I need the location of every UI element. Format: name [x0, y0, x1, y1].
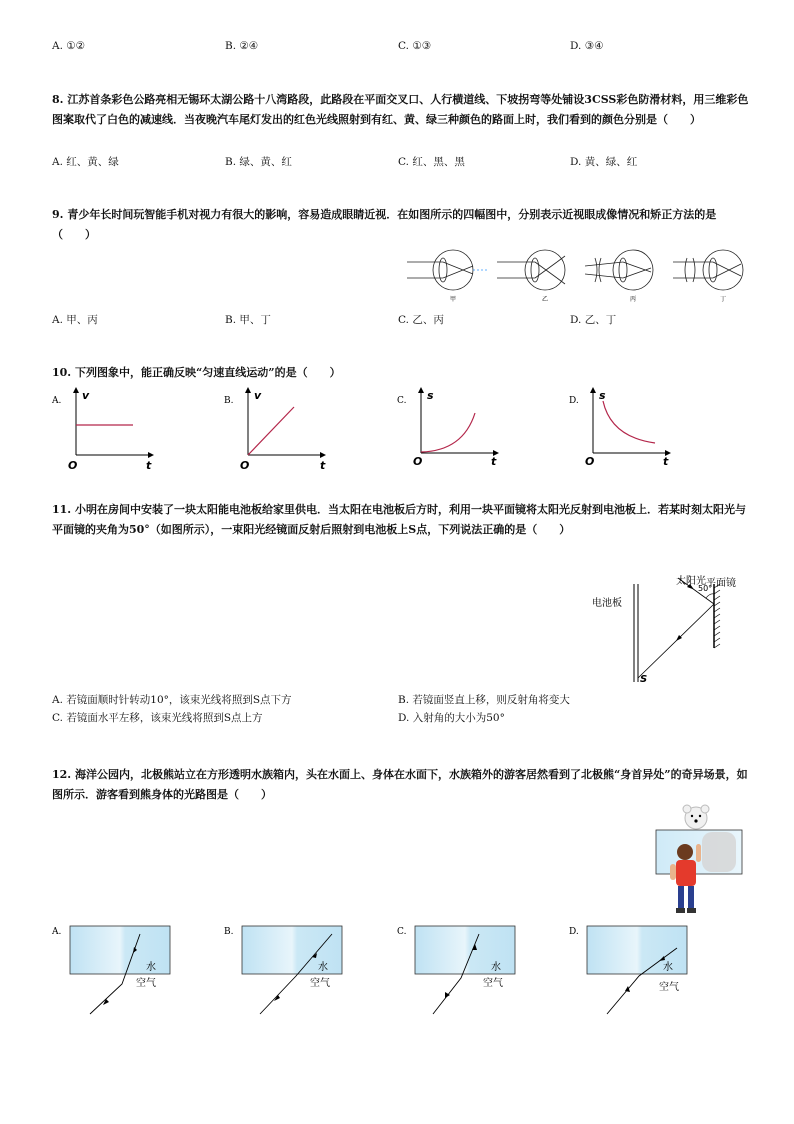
point-s-label: S — [640, 674, 648, 685]
graph-c-curve — [421, 413, 475, 452]
q7-option-d[interactable]: D. ③④ — [570, 40, 604, 52]
graph-c-y-label: s — [427, 389, 434, 402]
q10-text: 10. 下列图象中，能正确反映“匀速直线运动”的是（ ） — [52, 366, 341, 379]
q12-text: 12. 海洋公园内，北极熊站立在方形透明水族箱内，头在水面上、身体在水面下，水族箱外的游客居然看到了北极熊“身首异处”的奇异场景，如图所示．游客看到熊身体的光路图是（ ） — [52, 768, 748, 801]
q8-option-a[interactable]: A. 红、黄、绿 — [52, 156, 119, 168]
graph-c-origin: O — [413, 455, 423, 468]
q8-option-d[interactable]: D. 黄、绿、红 — [570, 156, 638, 168]
graph-d-letter: D. — [569, 396, 579, 406]
q11-option-b[interactable]: B. 若镜面竖直上移，则反射角将变大 — [398, 694, 570, 706]
graph-d-x-label: t — [663, 455, 669, 468]
graph-b-y-label: v — [254, 389, 262, 402]
q10-graph-a[interactable] — [50, 385, 170, 470]
q7-option-a[interactable]: A. ①② — [52, 40, 86, 52]
eye-diagram-jia — [407, 250, 487, 290]
q12-option-c-diagram[interactable] — [395, 920, 535, 1020]
option-c-air: 空气 — [483, 978, 503, 989]
q8-option-c[interactable]: C. 红、黑、黑 — [398, 156, 465, 168]
graph-a-letter: A. — [52, 396, 62, 406]
option-d-air: 空气 — [659, 982, 679, 993]
option-c-letter: C. — [397, 927, 407, 937]
q9-option-b[interactable]: B. 甲、丁 — [225, 314, 271, 326]
q8-option-b[interactable]: B. 绿、黄、红 — [225, 156, 292, 168]
q8-text: 8. 江苏首条彩色公路亮相无锡环太湖公路十八湾路段，此路段在平面交叉口、人行横道线、下坡拐弯等处铺设3CSS彩色防滑材料，用三维彩色图案取代了白色的减速线．当夜晚汽车尾灯发出的红色光线照射到有红、黄、绿三种颜色的路面上时，我们看到的颜色分别是（ ） — [52, 93, 749, 126]
graph-a-x-label: t — [146, 459, 152, 470]
graph-d-origin: O — [585, 455, 595, 468]
label-yi: 乙 — [541, 296, 549, 303]
q12-option-d-diagram[interactable] — [567, 920, 707, 1020]
angle-label: 50° — [698, 584, 713, 593]
graph-b-curve — [248, 407, 294, 455]
q9-eye-figure — [405, 248, 750, 306]
q11-option-d[interactable]: D. 入射角的大小为50° — [398, 712, 505, 724]
q9-option-c[interactable]: C. 乙、丙 — [398, 314, 444, 326]
option-b-water: 水 — [318, 962, 328, 973]
graph-b-letter: B. — [224, 396, 234, 406]
label-jia: 甲 — [449, 296, 457, 303]
mirror-label: 平面镜 — [706, 578, 736, 589]
q7-option-b[interactable]: B. ②④ — [225, 40, 259, 52]
graph-b-origin: O — [240, 459, 250, 470]
q12-option-a-diagram[interactable] — [50, 920, 190, 1020]
option-a-letter: A. — [52, 927, 62, 937]
graph-d-y-label: s — [599, 389, 606, 402]
q7-option-c[interactable]: C. ①③ — [398, 40, 432, 52]
q11-option-c[interactable]: C. 若镜面水平左移，该束光线将照到S点上方 — [52, 712, 263, 724]
eye-diagram-ding — [673, 250, 743, 290]
option-b-letter: B. — [224, 927, 234, 937]
eye-diagram-yi — [497, 250, 565, 290]
q11-text: 11. 小明在房间中安装了一块太阳能电池板给家里供电．当太阳在电池板后方时，利用一块平面镜将太阳光反射到电池板上．若某时刻太阳光与平面镜的夹角为50°（如图所示），一束阳光经镜面反射后照射到电池板上S点，下列说法正确的是（ ） — [52, 503, 746, 536]
q9-option-d[interactable]: D. 乙、丁 — [570, 314, 617, 326]
q12-option-b-diagram[interactable] — [222, 920, 362, 1020]
label-bing: 丙 — [629, 296, 637, 303]
eye-diagram-bing — [585, 250, 653, 290]
graph-a-y-label: v — [82, 389, 90, 402]
q11-mirror-figure — [590, 570, 750, 690]
q10-graph-c[interactable] — [395, 385, 515, 470]
option-c-water: 水 — [491, 962, 501, 973]
panel-label: 电池板 — [592, 598, 622, 609]
graph-c-x-label: t — [491, 455, 497, 468]
q9-text: 9. 青少年长时间玩智能手机对视力有很大的影响，容易造成眼睛近视．在如图所示的四幅图中，分别表示近视眼成像情况和矫正方法的是（ ） — [52, 208, 717, 241]
label-ding: 丁 — [719, 296, 727, 303]
q12-bear-illustration — [640, 800, 750, 918]
graph-c-letter: C. — [397, 396, 407, 406]
graph-a-origin: O — [68, 459, 78, 470]
option-d-water: 水 — [663, 962, 673, 973]
q10-graph-d[interactable] — [567, 385, 687, 470]
graph-d-curve — [603, 401, 655, 443]
graph-b-x-label: t — [320, 459, 326, 470]
q9-option-a[interactable]: A. 甲、丙 — [52, 314, 98, 326]
option-d-letter: D. — [569, 927, 579, 937]
option-a-water: 水 — [146, 962, 156, 973]
option-b-air: 空气 — [310, 978, 330, 989]
q10-graph-b[interactable] — [222, 385, 342, 470]
sun-label: 太阳光 — [676, 576, 706, 587]
option-a-air: 空气 — [136, 978, 156, 989]
q11-option-a[interactable]: A. 若镜面顺时针转动10°，该束光线将照到S点下方 — [52, 694, 292, 706]
